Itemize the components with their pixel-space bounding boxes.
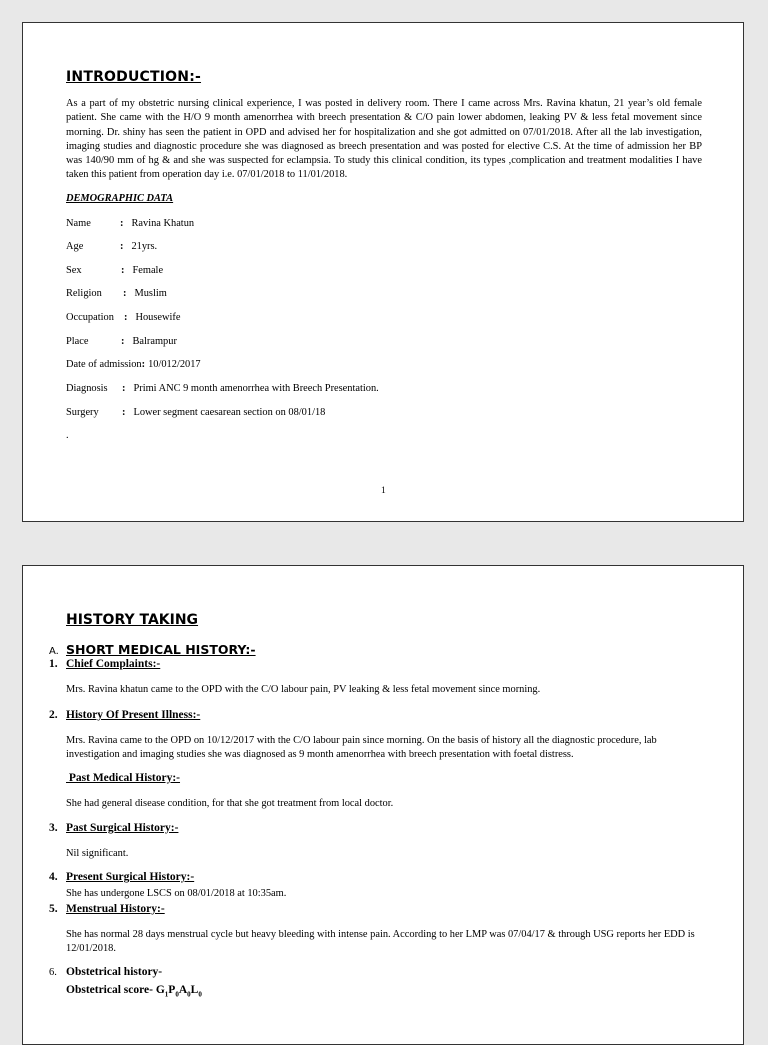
demographic-label: Surgery [66,407,99,418]
item-number: 2. [49,709,58,721]
history-taking-heading: HISTORY TAKING [66,612,199,628]
item-number: 3. [49,822,58,834]
demographic-value: 21yrs. [131,241,158,252]
demographic-colon: : [123,288,127,299]
menstrual-history-text: She has normal 28 days menstrual cycle but heavy bleeding with intense pain. According to her LMP was 07/04/17 & through USG reports her EDD is 12/01/2018. [66,929,695,955]
item-number: 4. [49,871,58,883]
obstetrical-history-heading [49,966,162,978]
section-a-heading [49,642,256,658]
demographic-colon: : [121,265,125,276]
item-title: Past Surgical History:- [66,822,179,834]
demographic-colon: : [120,241,124,252]
demographic-label: Sex [66,265,82,276]
document-page-1 [22,22,744,522]
demographic-row-surgery [66,407,325,418]
demographic-colon: : [121,336,125,347]
obstetrical-score-label: Obstetrical score- [66,984,153,996]
demographic-value: Housewife [135,312,181,323]
demographic-row-diagnosis [66,383,379,394]
introduction-paragraph: As a part of my obstetric nursing clinical experience, I was posted in delivery room. There I came across Mrs. Ravina khatun, 21 year’s old female patient. She came with the H/O 9 month amenorrhea with breech presentation & C/O pain lower abdomen, leaking PV & less fetal movement since morning. Dr. shiny has seen the patient in OPD and advised her for hospitalization and she got admitted on 07/01/2018. After all the lab investigation, imaging studies and diagnostic procedure she was diagnosed as breech presentation and was posted for elective C.S. At the time of admission her BP was 140/90 mm of hg & and she was suspected for eclampsia. To study this clinical condition, its types ,complication and treatment modalities I have taken this patient from operation day i.e. 07/01/2018 to 11/01/2018. [66,98,702,181]
menstrual-history-heading [49,903,165,915]
document-page-2 [22,565,744,1045]
past-surgical-text: Nil significant. [66,848,129,859]
section-title: SHORT MEDICAL HISTORY:- [66,642,256,657]
demographic-row-age [66,241,157,252]
demographic-value: Primi ANC 9 month amenorrhea with Breech Presentation. [133,383,379,394]
item-title: History Of Present Illness:- [66,709,201,721]
demographic-colon: : [122,407,126,418]
item-title: Obstetrical history- [66,966,163,978]
demographic-row-occupation [66,312,180,323]
demographic-label: Place [66,336,89,347]
past-medical-history-text: She had general disease condition, for that she got treatment from local doctor. [66,798,394,809]
demographic-value: Lower segment caesarean section on 08/01/18 [133,407,326,418]
item-number: 6. [49,967,57,978]
item-title: Chief Complaints:- [66,658,161,670]
demographic-label: Religion [66,288,102,299]
demographic-colon: : [122,383,126,394]
demographic-row-name [66,218,194,229]
present-surgical-text: She has undergone LSCS on 08/01/2018 at 10:35am. [66,888,287,899]
demographic-row-place [66,336,177,347]
trailing-dot: . [66,430,69,441]
item-title: Menstrual History:- [66,903,165,915]
demographic-data-heading: DEMOGRAPHIC DATA [66,193,174,204]
demographic-label: Age [66,241,84,252]
demographic-value: Muslim [134,288,167,299]
demographic-label: Occupation [66,312,114,323]
chief-complaints-heading [49,658,160,670]
obstetrical-score [66,984,202,998]
present-surgical-heading [49,871,194,883]
item-title: Present Surgical History:- [66,871,195,883]
past-surgical-heading [49,822,178,834]
demographic-row-date-of-admission [66,359,201,370]
demographic-label: Name [66,218,91,229]
gpal-score: $G_1P_0A_0L_0$ [155,984,202,999]
introduction-heading: INTRODUCTION:- [66,69,202,85]
demographic-row-sex [66,265,163,276]
demographic-label: Diagnosis [66,383,108,394]
present-illness-heading [49,709,200,721]
present-illness-text: Mrs. Ravina came to the OPD on 10/12/2017 with the C/O labour pain since morning. On the basis of history all the diagnostic procedure, lab investigation and imaging studies she was diagnosed as 9 month amenorrhea with breech presentation with foetal distress. [66,735,657,761]
page-number: 1 [381,486,386,496]
demographic-value: Female [132,265,164,276]
demographic-colon: : [124,312,128,323]
item-number: 1. [49,658,58,670]
demographic-colon: : [120,218,124,229]
demographic-value: Ravina Khatun [131,218,195,229]
item-number: 5. [49,903,58,915]
demographic-row-religion [66,288,167,299]
demographic-colon: : [141,359,146,370]
past-medical-history-heading: Past Medical History:- [66,772,181,784]
demographic-value: 10/012/2017 [148,359,201,370]
demographic-label: Date of admission [66,359,142,370]
chief-complaints-text: Mrs. Ravina khatun came to the OPD with the C/O labour pain, PV leaking & less fetal movement since morning. [66,684,541,695]
demographic-value: Balrampur [132,336,177,347]
section-marker: A. [49,646,59,657]
